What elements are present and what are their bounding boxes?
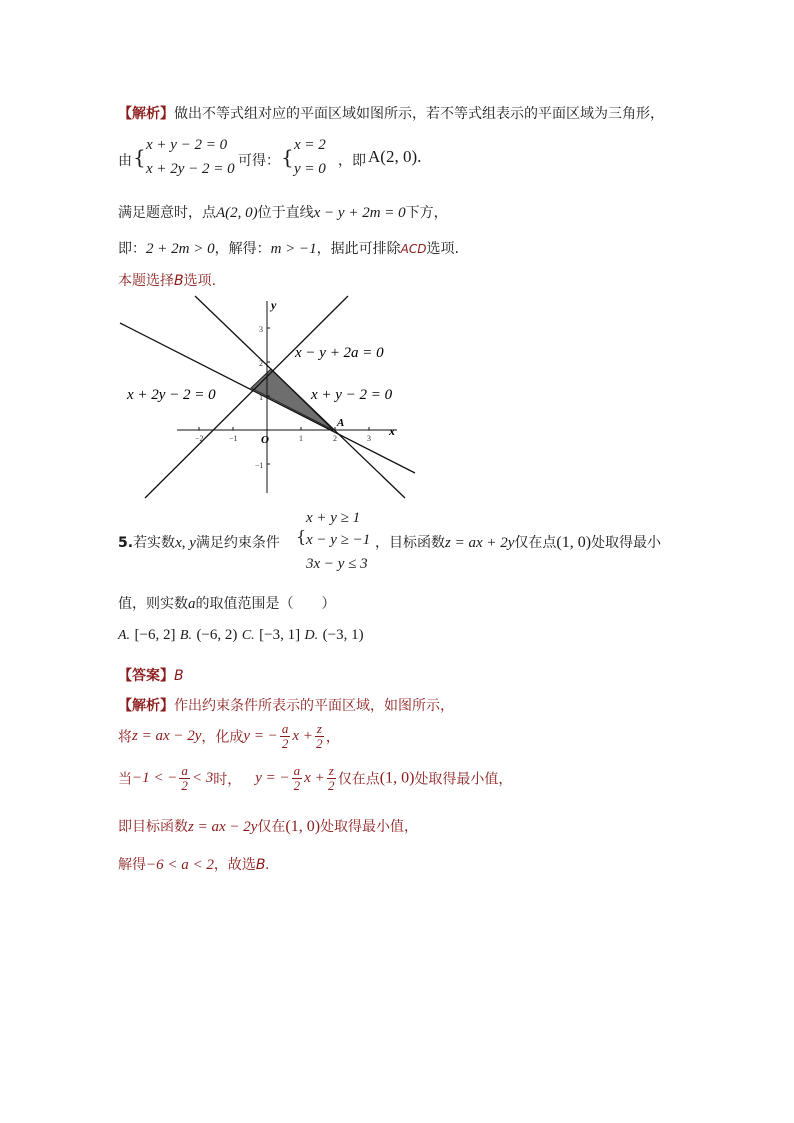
point-a-result: A(2, 0). xyxy=(368,147,422,166)
option-letter: B. xyxy=(179,628,192,643)
label-line-3: x + 2y − 2 = 0 xyxy=(127,387,216,403)
text: ，化成 xyxy=(201,729,244,746)
text: 作出约束条件所表示的平面区域，如图所示， xyxy=(174,698,454,714)
text: 仅在点 xyxy=(514,535,557,551)
text: 处取得最小值， xyxy=(320,819,419,835)
text: 仅在点 xyxy=(337,771,380,788)
point-a-label: A xyxy=(337,417,345,429)
y-expr: y = − xyxy=(243,728,278,744)
tick-y-1: 1 xyxy=(259,393,263,402)
text: 即目标函数 xyxy=(118,819,188,835)
text: ，据此可排除 xyxy=(316,241,401,257)
option-value: [−3, 1] xyxy=(259,627,301,643)
conclusion-line xyxy=(118,270,216,290)
fraction-a-over-2 xyxy=(280,722,291,751)
analysis-text: 做出不等式组对应的平面区域如图所示，若不等式组表示的平面区域为三角形， xyxy=(174,106,664,122)
fraction-a-over-2 xyxy=(292,764,303,793)
text-kede: 可得： xyxy=(238,153,280,169)
text: 当 xyxy=(118,771,132,788)
numerator: z xyxy=(316,721,322,736)
constraint-2: x − y ≥ −1 xyxy=(306,532,371,548)
solution2-line-1 xyxy=(118,695,454,715)
text: 时， xyxy=(213,771,242,788)
left-brace: { xyxy=(296,527,307,546)
question-number: 5. xyxy=(118,535,134,551)
option-letter: C. xyxy=(241,628,255,643)
equation-system-a-2: x + 2y − 2 = 0 xyxy=(146,161,235,177)
label-line-2: x + y − 2 = 0 xyxy=(311,387,393,403)
solution2-line-3 xyxy=(118,764,512,804)
objective: z = ax − 2y xyxy=(132,728,202,744)
option-value: (−6, 2) xyxy=(196,627,238,643)
constraint-3: 3x − y ≤ 3 xyxy=(306,556,368,572)
excluded-options: ACD xyxy=(400,242,427,256)
solution2-line-5 xyxy=(118,854,270,874)
text: 选项. xyxy=(183,273,217,289)
tick-y-neg1: −1 xyxy=(255,461,264,470)
text: 满足约束条件 xyxy=(195,535,280,551)
variables: x, y xyxy=(175,535,196,551)
text: ， xyxy=(325,729,340,746)
solution-line-4 xyxy=(118,238,459,258)
x-expr: x + xyxy=(304,770,325,786)
text: 仅在 xyxy=(257,819,286,835)
fraction-a-over-2 xyxy=(179,764,190,793)
denominator: 2 xyxy=(293,778,301,793)
numerator: a xyxy=(293,763,301,778)
tick-x-neg2: −2 xyxy=(195,434,204,443)
tick-x-3: 3 xyxy=(367,434,371,443)
inequality: 2 + 2m > 0 xyxy=(146,241,215,257)
solution-paragraph-1 xyxy=(118,103,664,123)
x-axis-label: x xyxy=(389,424,395,438)
label-line-1: x − y + 2a = 0 xyxy=(295,345,384,361)
denominator: 2 xyxy=(181,778,188,793)
option-letter: D. xyxy=(304,628,319,643)
variable-a: a xyxy=(188,596,196,612)
text-you: 由 xyxy=(118,153,132,169)
inequality-result: m > −1 xyxy=(270,241,317,257)
option-c[interactable] xyxy=(242,627,300,643)
inequality-left: −1 < − xyxy=(132,770,178,786)
tick-y-2: 2 xyxy=(259,359,263,368)
point: (1, 0) xyxy=(556,534,592,551)
solution2-line-4 xyxy=(118,816,418,836)
text: 解得 xyxy=(118,857,146,873)
text: 处取得最小 xyxy=(591,535,662,551)
numerator: a xyxy=(281,721,289,736)
options-row xyxy=(118,627,364,644)
objective: z = ax − 2y xyxy=(188,819,258,835)
figure-graph xyxy=(115,293,420,503)
analysis-tag: 【解析】 xyxy=(118,106,174,122)
origin-label: O xyxy=(261,434,269,446)
numerator: a xyxy=(181,763,188,778)
chosen-option: B. xyxy=(255,857,270,873)
constraint-1: x + y ≥ 1 xyxy=(306,510,361,526)
text: 的取值范围是（ ） xyxy=(195,596,336,612)
line-equation: x − y + 2m = 0 xyxy=(313,205,406,221)
point: (1, 0) xyxy=(285,818,321,835)
point-a: A(2, 0) xyxy=(216,205,258,221)
equation-system-a-1: x + y − 2 = 0 xyxy=(146,137,228,153)
text: 下方， xyxy=(405,205,448,221)
fraction-z-over-2 xyxy=(315,722,324,751)
chosen-option: B xyxy=(174,273,184,289)
answer-line xyxy=(118,665,184,685)
text: 将 xyxy=(118,729,132,746)
text: 值，则实数 xyxy=(118,596,188,612)
question-5-line-2 xyxy=(118,593,336,613)
point: (1, 0) xyxy=(379,769,415,787)
text: 处取得最小值， xyxy=(414,771,513,788)
option-a[interactable] xyxy=(118,627,175,643)
text: 位于直线 xyxy=(257,205,314,221)
tick-x-neg1: −1 xyxy=(229,434,238,443)
text: 若实数 xyxy=(133,535,176,551)
x-expr: x + xyxy=(292,728,313,744)
equation-system-b-1: x = 2 xyxy=(294,137,326,153)
text: 满足题意时，点 xyxy=(118,205,216,221)
fraction-z-over-2 xyxy=(327,764,336,793)
tick-y-3: 3 xyxy=(259,325,263,334)
option-value: (−3, 1) xyxy=(322,627,364,643)
text: 即： xyxy=(118,241,146,257)
analysis-tag: 【解析】 xyxy=(118,698,174,714)
inequality-right: < 3 xyxy=(191,770,214,786)
tick-x-2: 2 xyxy=(333,434,337,443)
y-expr: y = − xyxy=(255,770,290,786)
option-d[interactable] xyxy=(305,627,364,643)
denominator: 2 xyxy=(316,736,323,751)
answer-tag: 【答案】 xyxy=(118,668,174,684)
objective-function: z = ax + 2y xyxy=(445,535,515,551)
text: ，目标函数 xyxy=(375,535,445,551)
tick-x-1: 1 xyxy=(299,434,303,443)
text-ji: ，即 xyxy=(338,153,366,169)
denominator: 2 xyxy=(327,778,335,793)
option-value: [−6, 2] xyxy=(134,627,176,643)
solution-line-3 xyxy=(118,202,448,222)
option-b[interactable] xyxy=(180,627,237,643)
y-axis-label: y xyxy=(271,298,277,312)
solution2-line-2 xyxy=(118,722,340,762)
text: 本题选择 xyxy=(118,273,174,289)
option-letter: A. xyxy=(118,628,131,643)
numerator: z xyxy=(328,763,334,778)
left-brace: { xyxy=(133,145,146,169)
question-5 xyxy=(118,510,678,572)
left-brace: { xyxy=(281,145,294,169)
text: ，解得： xyxy=(214,241,271,257)
denominator: 2 xyxy=(281,736,289,751)
answer-value: B xyxy=(174,668,184,684)
text: ，故选 xyxy=(213,857,256,873)
result-range: −6 < a < 2 xyxy=(146,857,214,873)
equation-system-b-2: y = 0 xyxy=(294,161,326,177)
text: 选项. xyxy=(426,241,459,257)
